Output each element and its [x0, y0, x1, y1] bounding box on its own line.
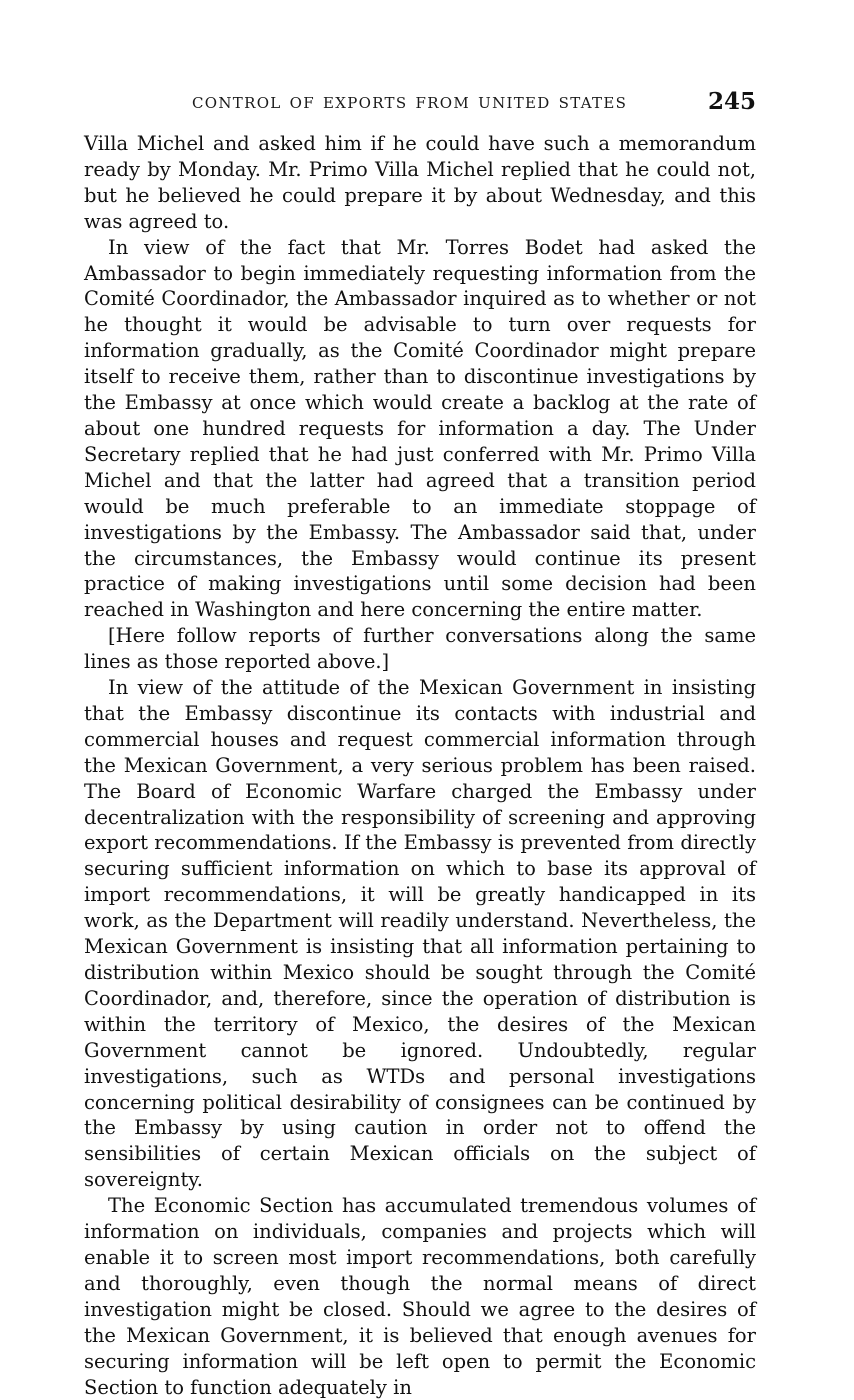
page-number: 245	[707, 88, 756, 115]
editorial-note: [Here follow reports of further conversations along the same lines as those reported above.]	[84, 624, 756, 674]
running-title: CONTROL OF EXPORTS FROM UNITED STATES	[192, 94, 628, 112]
paragraph: The Economic Section has accumulated tremendous volumes of information on individuals, companies and projects which will enable it to screen most import recommendations, both carefully and thoroughly, even though the normal means of direct investigation might be closed. Should we agree to the desires of the Mexican Government, it is believed that enough avenues for securing information will be left open to permit the Economic Section to function adequately in	[84, 1194, 756, 1399]
paragraph: In view of the attitude of the Mexican Government in insisting that the Embassy discontinue its contacts with industrial and commercial houses and request commercial information through the Mexican Government, a very serious problem has been raised. The Board of Economic Warfare charged the Embassy under decentralization with the responsibility of screening and approving export recommendations. If the Embassy is prevented from directly securing sufficient information on which to base its approval of import recommendations, it will be greatly handicapped in its work, as the Department will readily understand. Nevertheless, the Mexican Government is insisting that all information pertaining to distribution within Mexico should be sought through the Comité Coordinador, and, therefore, since the operation of distribution is within the territory of Mexico, the desires of the Mexican Government cannot be ignored. Undoubtedly, regular investigations, such as WTDs and personal investigations concerning political desirability of consignees can be continued by the Embassy by using caution in order not to offend the sensibilities of certain Mexican officials on the subject of sovereignty.	[84, 676, 756, 1192]
paragraph: In view of the fact that Mr. Torres Bodet had asked the Ambassador to begin immediately requesting information from the Comité Coordinador, the Ambassador inquired as to whether or not he thought it would be advisable to turn over requests for information gradually, as the Comité Coordinador might prepare itself to receive them, rather than to discontinue investigations by the Embassy at once which would create a backlog at the rate of about one hundred requests for information a day. The Under Secretary replied that he had just conferred with Mr. Primo Villa Michel and that the latter had agreed that a transition period would be much preferable to an immediate stoppage of investigations by the Embassy. The Ambassador said that, under the circumstances, the Embassy would continue its present practice of making investigations until some decision had been reached in Washington and here concerning the entire matter.	[84, 235, 756, 622]
body-text	[84, 131, 756, 1400]
paragraph-continuation: Villa Michel and asked him if he could have such a memorandum ready by Monday. Mr. Primo Villa Michel replied that he could not, but he believed he could prepare it by about Wednesday, and this was agreed to.	[84, 132, 756, 233]
running-header	[84, 88, 756, 118]
